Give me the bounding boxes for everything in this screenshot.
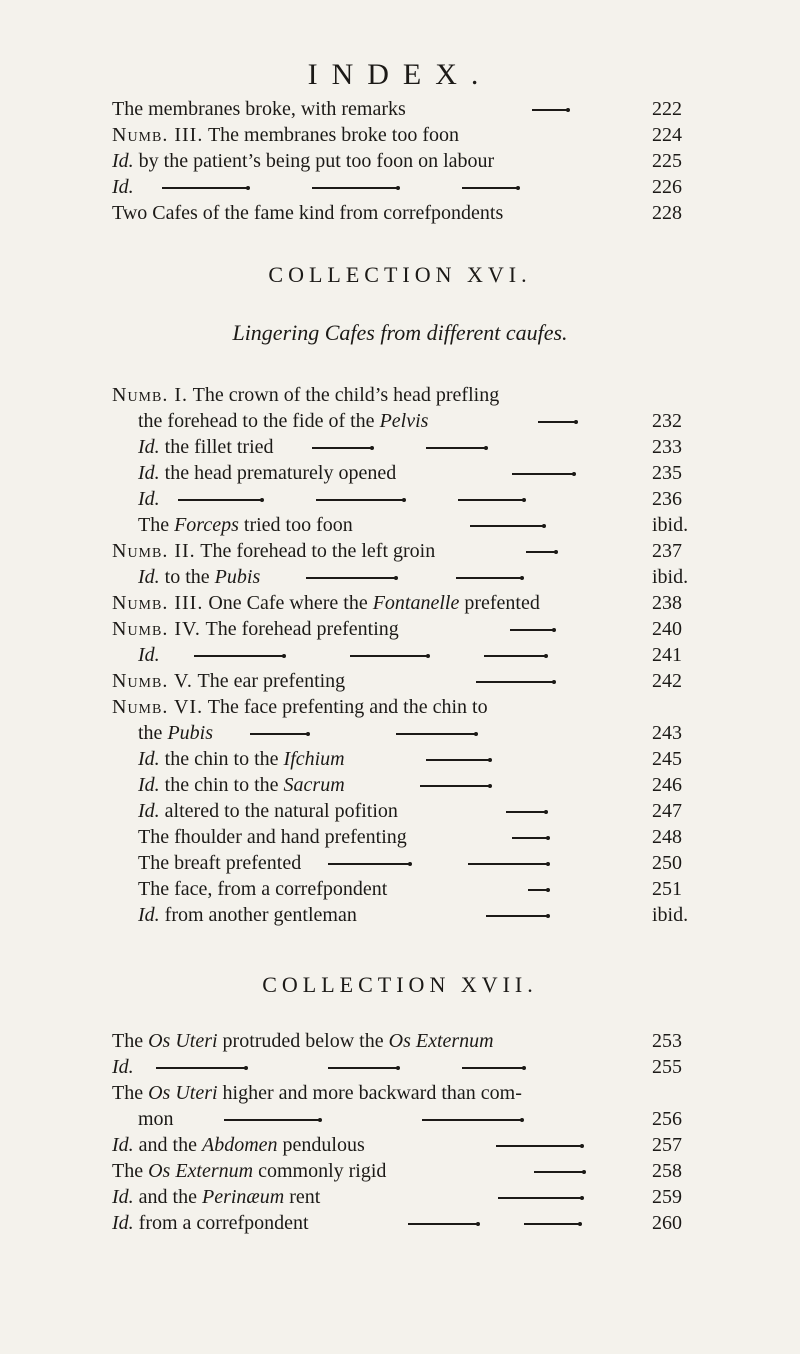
page-number: 235: [652, 462, 682, 484]
leader-dash: [194, 655, 284, 657]
page-number: 240: [652, 618, 682, 640]
index-entry: Id. the head prematurely opened: [138, 460, 712, 486]
leader-dash: [462, 187, 518, 189]
leader-dash: [534, 1171, 584, 1173]
index-entry: Id. from another gentleman: [138, 902, 712, 928]
collection-heading: COLLECTION XVII.: [262, 972, 538, 997]
leader-dash: [462, 1067, 524, 1069]
leader-dash: [156, 1067, 246, 1069]
leader-dash: [532, 109, 568, 111]
page-number: 228: [652, 202, 682, 224]
leader-dash: [458, 499, 524, 501]
leader-dash: [162, 187, 248, 189]
index-entry: Id. by the patient’s being put too foon on labour: [112, 150, 495, 172]
page-number: 224: [652, 124, 682, 146]
index-entry: The breaft prefented: [138, 850, 712, 876]
index-entry: Id. altered to the natural pofition: [138, 798, 712, 824]
page-number: 245: [652, 748, 682, 770]
index-entry: Id. the chin to the Sacrum: [138, 772, 712, 798]
index-entry: The Os Externum commonly rigid: [112, 1158, 712, 1184]
index-entry: Id.: [112, 174, 712, 200]
leader-dash: [224, 1119, 320, 1121]
page-number: 222: [652, 98, 682, 120]
leader-dash: [426, 447, 486, 449]
index-entry: the Pubis: [138, 720, 712, 746]
leader-dash: [422, 1119, 522, 1121]
index-entry: The Os Uteri higher and more backward than com-: [112, 1082, 522, 1104]
page-number: 237: [652, 540, 682, 562]
leader-dash: [408, 1223, 478, 1225]
page-number: 246: [652, 774, 682, 796]
leader-dash: [506, 811, 546, 813]
page-number: 233: [652, 436, 682, 458]
page-number: ibid.: [652, 514, 689, 536]
index-entry: The face, from a correfpondent: [138, 876, 712, 902]
leader-dash: [470, 525, 544, 527]
index-entry: Id. and the Abdomen pendulous: [112, 1132, 712, 1158]
index-entry: Id. the fillet tried: [138, 434, 712, 460]
index-entry: Id. the chin to the Ifchium: [138, 746, 712, 772]
page-number: ibid.: [652, 566, 689, 588]
page-number: 257: [652, 1134, 682, 1156]
collection-heading: COLLECTION XVI.: [268, 262, 532, 287]
leader-dash: [306, 577, 396, 579]
index-entry: The Forceps tried too foon: [138, 512, 712, 538]
leader-dash: [496, 1145, 582, 1147]
leader-dash: [498, 1197, 582, 1199]
page-number: 225: [652, 150, 682, 172]
leader-dash: [350, 655, 428, 657]
page-number: 253: [652, 1030, 682, 1052]
page-number: 236: [652, 488, 682, 510]
index-entry: Id.: [138, 486, 712, 512]
page-number: 255: [652, 1056, 682, 1078]
leader-dash: [476, 681, 554, 683]
running-head: INDEX.: [307, 58, 493, 91]
leader-dash: [468, 863, 548, 865]
leader-dash: [528, 889, 548, 891]
page-number: 247: [652, 800, 682, 822]
leader-dash: [328, 1067, 398, 1069]
index-entry: The Os Uteri protruded below the Os Externum: [112, 1030, 494, 1052]
index-entry: The membranes broke, with remarks: [112, 96, 712, 122]
leader-dash: [486, 915, 548, 917]
page-number: 238: [652, 592, 682, 614]
page-number: 243: [652, 722, 682, 744]
index-entry: Id. and the Perinæum rent: [112, 1184, 712, 1210]
index-entry: Numb. II. The forehead to the left groin: [112, 538, 712, 564]
leader-dash: [484, 655, 546, 657]
leader-dash: [316, 499, 404, 501]
index-entry: The fhoulder and hand prefenting: [138, 824, 712, 850]
leader-dash: [524, 1223, 580, 1225]
page-number: 226: [652, 176, 682, 198]
page-number: 258: [652, 1160, 682, 1182]
index-entry: Id.: [112, 1054, 712, 1080]
leader-dash: [328, 863, 410, 865]
leader-dash: [510, 629, 554, 631]
index-entry: Numb. III. The membranes broke too foon: [112, 124, 460, 146]
index-entry: Id.: [138, 642, 712, 668]
page-number: ibid.: [652, 904, 689, 926]
page-number: 251: [652, 878, 682, 900]
page-number: 242: [652, 670, 682, 692]
leader-dash: [420, 785, 490, 787]
leader-dash: [312, 447, 372, 449]
leader-dash: [512, 473, 574, 475]
leader-dash: [250, 733, 308, 735]
index-entry: Two Cafes of the fame kind from correfpondents: [112, 202, 504, 224]
index-entry: Id. to the Pubis: [138, 564, 712, 590]
leader-dash: [526, 551, 556, 553]
index-entry: the forehead to the fide of the Pelvis: [138, 408, 712, 434]
index-entry: mon: [138, 1106, 712, 1132]
page-number: 248: [652, 826, 682, 848]
index-entry: Id. from a correfpondent: [112, 1210, 712, 1236]
index-entry: Numb. VI. The face prefenting and the chin to: [112, 696, 488, 718]
page-number: 260: [652, 1212, 682, 1234]
page-number: 232: [652, 410, 682, 432]
leader-dash: [426, 759, 490, 761]
index-entry: Numb. IV. The forehead prefenting: [112, 616, 712, 642]
leader-dash: [456, 577, 522, 579]
page-number: 250: [652, 852, 682, 874]
page-number: 241: [652, 644, 682, 666]
leader-dash: [178, 499, 262, 501]
leader-dash: [538, 421, 576, 423]
leader-dash: [396, 733, 476, 735]
collection-subtitle: Lingering Cafes from different caufes.: [232, 320, 568, 345]
page-number: 259: [652, 1186, 682, 1208]
page-number: 256: [652, 1108, 682, 1130]
index-entry: Numb. V. The ear prefenting: [112, 668, 712, 694]
leader-dash: [512, 837, 548, 839]
index-entry: Numb. I. The crown of the child’s head prefling: [112, 384, 500, 406]
leader-dash: [312, 187, 398, 189]
index-entry: Numb. III. One Cafe where the Fontanelle prefented: [112, 592, 540, 614]
